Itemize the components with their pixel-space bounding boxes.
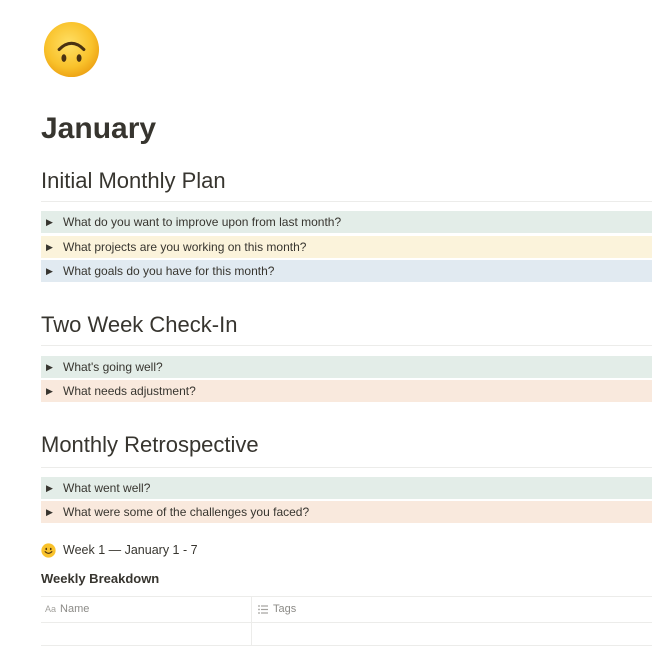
divider [41, 345, 652, 346]
toggle-triangle-icon[interactable]: ▶ [46, 385, 53, 396]
toggle-triangle-icon[interactable]: ▶ [46, 361, 53, 372]
toggle-challenges-faced[interactable] [41, 501, 652, 523]
toggle-triangle-icon[interactable]: ▶ [46, 482, 53, 493]
heading-monthly-retrospective[interactable]: Monthly Retrospective [41, 432, 259, 457]
divider [41, 467, 652, 468]
table-border [41, 596, 652, 597]
toggle-triangle-icon[interactable]: ▶ [46, 265, 53, 276]
column-header-name[interactable] [45, 601, 89, 617]
divider [41, 201, 652, 202]
toggle-label: What projects are you working on this month? [63, 240, 307, 254]
toggle-projects-this-month[interactable] [41, 236, 652, 258]
toggle-needs-adjustment[interactable] [41, 380, 652, 402]
toggle-improve-from-last-month[interactable] [41, 211, 652, 233]
column-header-label: Tags [273, 603, 297, 615]
smiling-face-icon [41, 543, 56, 558]
heading-two-week-check-in[interactable]: Two Week Check-In [41, 312, 238, 337]
column-separator[interactable] [251, 596, 252, 646]
column-header-label: Name [60, 603, 90, 615]
multi-select-property-icon [258, 605, 268, 614]
toggle-goals-this-month[interactable] [41, 260, 652, 282]
toggle-triangle-icon[interactable]: ▶ [46, 216, 53, 227]
page-title[interactable]: January [41, 112, 157, 145]
toggle-whats-going-well[interactable] [41, 356, 652, 378]
database-title[interactable]: Weekly Breakdown [41, 571, 160, 586]
toggle-label: What do you want to improve upon from last month? [63, 215, 342, 229]
toggle-what-went-well[interactable] [41, 477, 652, 499]
toggle-label: What's going well? [63, 360, 163, 374]
sub-page-label: Week 1 — January 1 - 7 [63, 543, 198, 557]
column-header-tags[interactable] [258, 601, 296, 617]
table-row-border [41, 645, 652, 646]
upside-down-face-icon[interactable] [43, 21, 100, 78]
toggle-label: What needs adjustment? [63, 384, 196, 398]
text-property-icon: Aa [45, 604, 57, 614]
toggle-label: What goals do you have for this month? [63, 264, 275, 278]
toggle-label: What were some of the challenges you faced? [63, 505, 310, 519]
heading-initial-monthly-plan[interactable]: Initial Monthly Plan [41, 168, 226, 193]
toggle-label: What went well? [63, 481, 151, 495]
sub-page-link-week-1[interactable] [41, 540, 198, 560]
toggle-triangle-icon[interactable]: ▶ [46, 506, 53, 517]
table-row-border [41, 622, 652, 623]
toggle-triangle-icon[interactable]: ▶ [46, 241, 53, 252]
